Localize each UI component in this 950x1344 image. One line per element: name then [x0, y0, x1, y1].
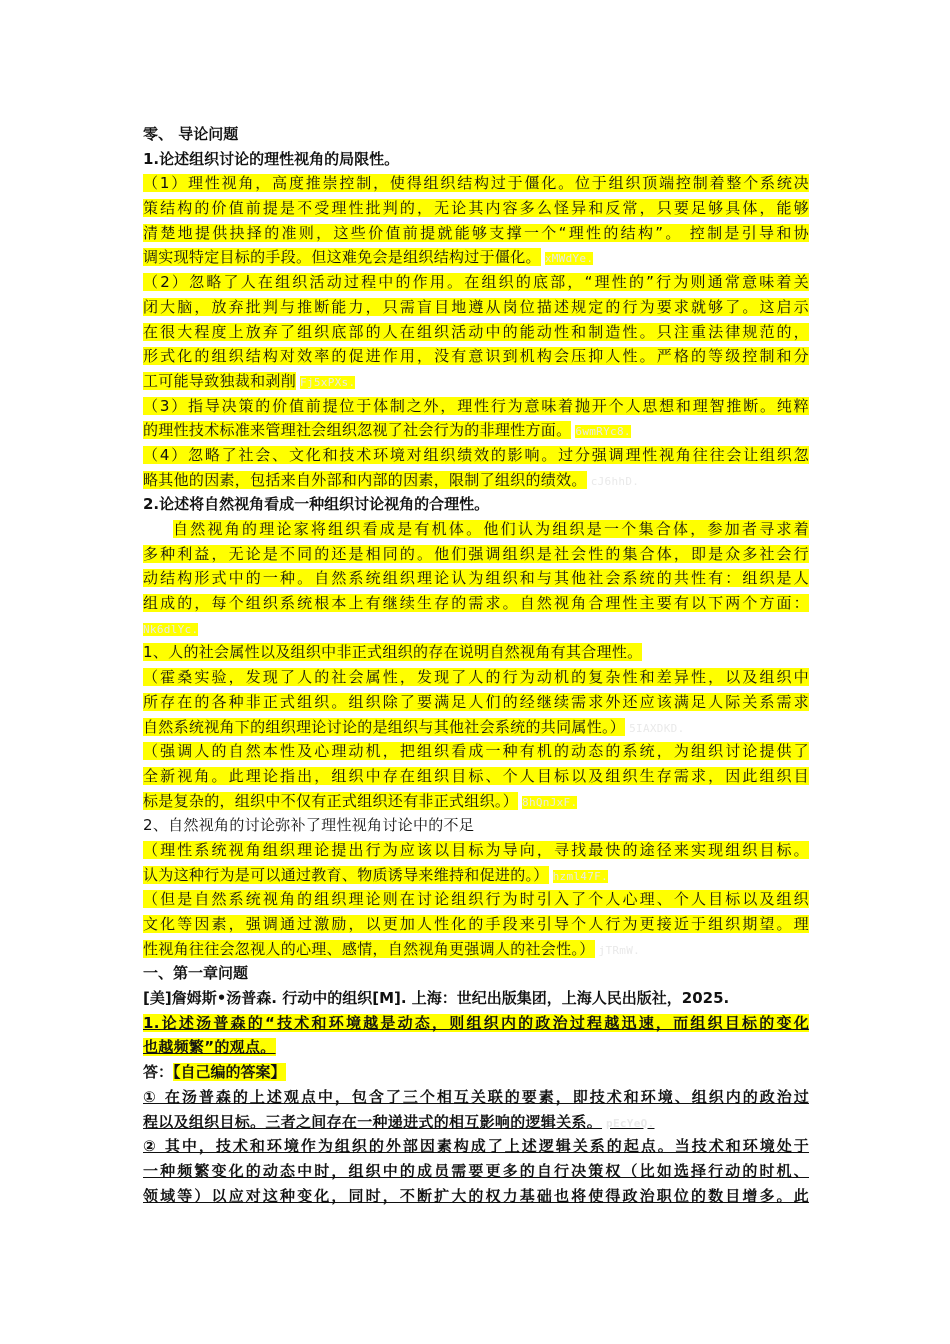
text-line: 程以及组织目标。三者之间存在一种递进式的相互影响的逻辑关系。 [143, 1112, 603, 1131]
text-line: 性视角往往会忽视人的心理、感情，自然视角更强调人的社会性。） [143, 939, 595, 958]
text-line: （但是自然系统视角的组织理论则在讨论组织行为时引入了个人心理、个人目标以及组织 [143, 890, 809, 909]
watermark-code: Fj5xPXs. [300, 375, 356, 389]
text-line: 工可能导致独裁和剥削 [143, 371, 297, 390]
answer-label: 答： [143, 1063, 174, 1082]
text-line: 的理性技术标准来管理社会组织忽视了社会行为的非理性方面。 [143, 421, 572, 440]
q2-subheading-2: 2、自然视角的讨论弥补了理性视角讨论中的不足 [143, 816, 475, 835]
text-line: 领域等）以应对这种变化，同时，不断扩大的权力基础也将使得政治职位的数目增多。此 [143, 1186, 809, 1205]
chapter1-question-1 [143, 1011, 809, 1060]
text-line: 文化等因素，强调通过激励，以更加人性化的手段来引导个人行为更接近于组织期望。理 [143, 915, 809, 933]
text-line: 一种频繁变化的动态中时，组织中的成员需要更多的自行决策权（比如选择行动的时机、 [143, 1161, 809, 1180]
text-line: 标是复杂的，组织中不仅有正式组织还有非正式组织。） [143, 791, 519, 810]
text-line: 多种利益，无论是不同的还是相同的。他们强调组织是社会性的集合体，即是众多社会行 [143, 544, 809, 563]
text-line: 策结构的价值前提是不受理性批判的，无论其内容多么怪异和反常，只要足够具体，能够 [143, 199, 809, 218]
question-1-title: 1.论述组织讨论的理性视角的局限性。 [143, 149, 400, 168]
text-line: （1）理性视角，高度推崇控制，使得组织结构过于僵化。位于组织顶端控制着整个系统决 [143, 174, 809, 193]
question-2-title: 2.论述将自然视角看成一种组织讨论视角的合理性。 [143, 495, 490, 514]
q2-paragraph-1 [143, 517, 809, 640]
q2-s2-paragraph-1 [143, 838, 809, 887]
answer-label-row [143, 1060, 809, 1085]
text-line: 清楚地提供抉择的准则，这些价值前提就能够支撑一个“理性的结构”。 控制是引导和协 [143, 223, 809, 242]
answer-point-2 [143, 1134, 809, 1208]
q1-paragraph-2 [143, 270, 809, 393]
text-line: 自然系统视角下的组织理论讨论的是组织与其他社会系统的共同属性。） [143, 717, 626, 736]
document-body [143, 122, 809, 1208]
q2-s2-paragraph-2 [143, 887, 809, 961]
q2-s1-paragraph-2 [143, 739, 809, 813]
watermark-code: pEcYeQ. [606, 1116, 655, 1130]
watermark-code: jTRmW. [598, 943, 641, 957]
watermark-code: xMWdYe. [544, 252, 594, 266]
text-line: 也越频繁”的观点。 [143, 1038, 276, 1057]
text-line: （理性系统视角组织理论提出行为应该以目标为导向，寻找最快的途径来实现组织目标。 [143, 840, 809, 859]
text-line: （3）指导决策的价值前提位于体制之外，理性行为意味着抛开个人思想和理智推断。纯粹 [143, 396, 809, 415]
section-heading-intro: 零、 导论问题 [143, 125, 239, 143]
text-line: （强调人的自然本性及心理动机，把组织看成一种有机的动态的系统，为组织讨论提供了 [143, 742, 809, 761]
watermark-code: hzml47F. [552, 869, 608, 883]
watermark-code: 5IAXDKD. [629, 721, 685, 735]
text-line: 认为这种行为是可以通过教育、物质诱导来维持和促进的。） [143, 865, 549, 884]
q2-subheading-1: 1、人的社会属性以及组织中非正式组织的存在说明自然视角有其合理性。 [143, 643, 643, 662]
text-line: 形式化的组织结构对效率的促进作用，没有意识到机构会压抑人性。严格的等级控制和分 [143, 347, 809, 366]
q1-paragraph-3 [143, 394, 809, 443]
text-line: 1.论述汤普森的“技术和环境越是动态，则组织内的政治过程越迅速，而组织目标的变化 [143, 1013, 809, 1032]
text-line: 组成的，每个组织系统根本上有继续生存的需求。自然视角合理性主要有以下两个方面： [143, 594, 809, 613]
text-line: 所存在的各种非正式组织。组织除了要满足人们的经继续需求外还应该满足人际关系需求 [143, 692, 809, 711]
q2-s1-paragraph-1 [143, 665, 809, 739]
answer-point-1 [143, 1085, 809, 1134]
q1-paragraph-1 [143, 171, 809, 270]
section-heading-chapter-1: 一、第一章问题 [143, 964, 249, 983]
text-line: 动结构形式中的一种。自然系统组织理论认为组织和与其他社会系统的共性有：组织是人 [143, 569, 809, 588]
q1-paragraph-4 [143, 443, 809, 492]
text-line: ① 在汤普森的上述观点中，包含了三个相互关联的要素，即技术和环境、组织内的政治过 [143, 1087, 809, 1106]
text-line: 在很大程度上放弃了组织底部的人在组织活动中的能动性和制造性。只注重法律规范的， [143, 322, 809, 341]
text-line: （4）忽略了社会、文化和技术环境对组织绩效的影响。过分强调理性视角往往会让组织忽 [143, 445, 809, 464]
text-line: ② 其中，技术和环境作为组织的外部因素构成了上述逻辑关系的起点。当技术和环境处于 [143, 1137, 809, 1156]
answer-tag: 【自己编的答案】 [173, 1063, 286, 1082]
text-line: 调实现特定目标的手段。但这难免会是组织结构过于僵化。 [143, 248, 541, 267]
text-line: 闭大脑，放弃批判与推断能力，只需盲目地遵从岗位描述规定的行为要求就够了。这启示 [143, 297, 809, 316]
text-line: 自然视角的理论家将组织看成是有机体。他们认为组织是一个集合体，参加者寻求着 [173, 520, 809, 538]
watermark-code: cJ6hhD. [590, 474, 640, 488]
watermark-code: Nk6dlYc. [143, 622, 199, 636]
watermark-code: 8hQnJxF. [522, 795, 578, 809]
text-line: 略其他的因素，包括来自外部和内部的因素，限制了组织的绩效。 [143, 470, 587, 489]
text-line: 全新视角。此理论指出，组织中存在组织目标、个人目标以及组织生存需求，因此组织目 [143, 766, 809, 785]
text-line: （霍桑实验，发现了人的社会属性，发现了人的行为动机的复杂性和差异性，以及组织中 [143, 668, 809, 687]
text-line: （2）忽略了人在组织活动过程中的作用。在组织的底部，“理性的”行为则通常意味着关 [143, 273, 809, 292]
reference-citation: [美]詹姆斯•汤普森. 行动中的组织[M]. 上海：世纪出版集团，上海人民出版社，2025. [143, 989, 730, 1008]
watermark-code: 6wmRYc8. [575, 425, 631, 439]
